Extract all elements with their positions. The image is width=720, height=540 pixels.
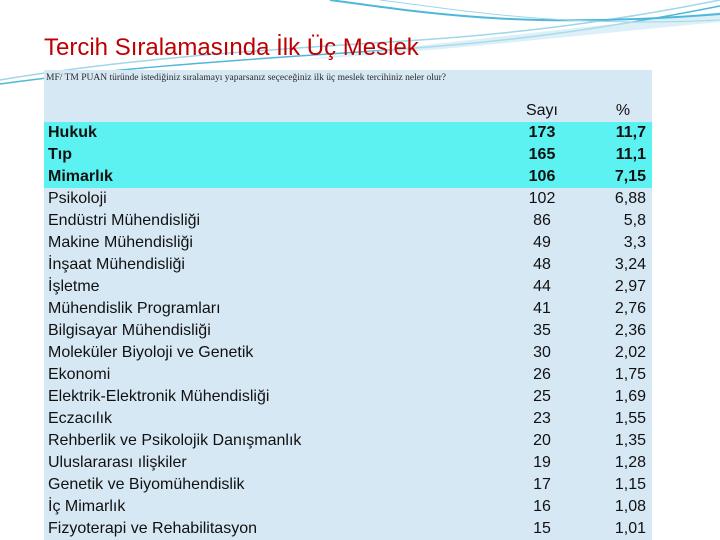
count-cell: 17 — [533, 476, 551, 493]
table-row — [44, 518, 652, 540]
count-cell: 19 — [533, 454, 551, 471]
profession-name: Bilgisayar Mühendisliği — [48, 322, 211, 339]
profession-name: Tıp — [48, 146, 72, 163]
profession-name: Mimarlık — [48, 168, 113, 185]
count-cell: 15 — [533, 520, 551, 537]
percent-cell: 2,36 — [614, 322, 646, 339]
slide-title: Tercih Sıralamasında İlk Üç Meslek — [44, 34, 419, 61]
count-cell: 35 — [533, 322, 551, 339]
percent-cell: 5,8 — [623, 212, 646, 229]
percent-cell: 1,75 — [614, 366, 646, 383]
table-row — [44, 364, 652, 386]
table-row — [44, 232, 652, 254]
count-cell: 23 — [533, 410, 551, 427]
count-cell: 41 — [533, 300, 551, 317]
table-row — [44, 342, 652, 364]
table-row — [44, 254, 652, 276]
profession-name: Makine Mühendisliği — [48, 234, 193, 251]
profession-name: İşletme — [48, 278, 100, 295]
profession-name: Uluslararası ılişkiler — [48, 454, 187, 471]
table-row — [44, 122, 652, 144]
profession-name: İnşaat Mühendisliği — [48, 256, 185, 273]
count-cell: 173 — [528, 124, 556, 141]
profession-name: Mühendislik Programları — [48, 300, 221, 317]
percent-cell: 2,76 — [614, 300, 646, 317]
table-row — [44, 144, 652, 166]
table-row — [44, 386, 652, 408]
profession-name: Endüstri Mühendisliği — [48, 212, 201, 229]
percent-cell: 1,35 — [614, 432, 646, 449]
count-cell: 26 — [533, 366, 551, 383]
profession-name: Elektrik-Elektronik Mühendisliği — [48, 388, 270, 405]
count-cell: 106 — [528, 168, 556, 185]
table-row — [44, 430, 652, 452]
table-header — [44, 102, 652, 122]
count-cell: 102 — [528, 190, 556, 207]
count-cell: 48 — [533, 256, 551, 273]
table-row — [44, 474, 652, 496]
percent-cell: 2,02 — [614, 344, 646, 361]
percent-cell: 11,7 — [615, 124, 646, 141]
count-cell: 44 — [533, 278, 551, 295]
profession-name: Fizyoterapi ve Rehabilitasyon — [48, 520, 257, 537]
profession-name: Ekonomi — [48, 366, 111, 383]
count-cell: 16 — [533, 498, 551, 515]
percent-cell: 2,97 — [614, 278, 646, 295]
header-count: Sayı — [525, 102, 558, 119]
table-row — [44, 408, 652, 430]
percent-cell: 1,01 — [614, 520, 646, 537]
table-row — [44, 188, 652, 210]
count-cell: 165 — [528, 146, 556, 163]
table-row — [44, 166, 652, 188]
percent-cell: 11,1 — [615, 146, 646, 163]
profession-name: Moleküler Biyoloji ve Genetik — [48, 344, 254, 361]
count-cell: 25 — [533, 388, 551, 405]
percent-cell: 6,88 — [614, 190, 646, 207]
table-body — [44, 122, 652, 540]
profession-name: Genetik ve Biyomühendislik — [48, 476, 245, 493]
table-row — [44, 210, 652, 232]
percent-cell: 7,15 — [614, 168, 646, 185]
percent-cell: 1,08 — [614, 498, 646, 515]
count-cell: 30 — [533, 344, 551, 361]
table-row — [44, 452, 652, 474]
survey-question: MF/ TM PUAN türünde istediğiniz sıralamayı yaparsanız seçeceğiniz ilk üç meslek tercihiniz neler olur? — [46, 73, 447, 83]
count-cell: 49 — [533, 234, 551, 251]
percent-cell: 3,3 — [623, 234, 646, 251]
percent-cell: 1,15 — [614, 476, 646, 493]
profession-name: Hukuk — [48, 124, 97, 141]
header-percent: % — [615, 102, 631, 119]
table-row — [44, 298, 652, 320]
profession-name: Psikoloji — [48, 190, 107, 207]
percent-cell: 1,28 — [614, 454, 646, 471]
table-panel — [44, 70, 652, 540]
percent-cell: 3,24 — [614, 256, 646, 273]
table-row — [44, 320, 652, 342]
profession-name: İç Mimarlık — [48, 498, 126, 515]
percent-cell: 1,55 — [614, 410, 646, 427]
count-cell: 86 — [533, 212, 551, 229]
count-cell: 20 — [533, 432, 551, 449]
profession-name: Eczacılık — [48, 410, 113, 427]
table-row — [44, 276, 652, 298]
profession-name: Rehberlik ve Psikolojik Danışmanlık — [48, 432, 302, 449]
table-row — [44, 496, 652, 518]
percent-cell: 1,69 — [614, 388, 646, 405]
